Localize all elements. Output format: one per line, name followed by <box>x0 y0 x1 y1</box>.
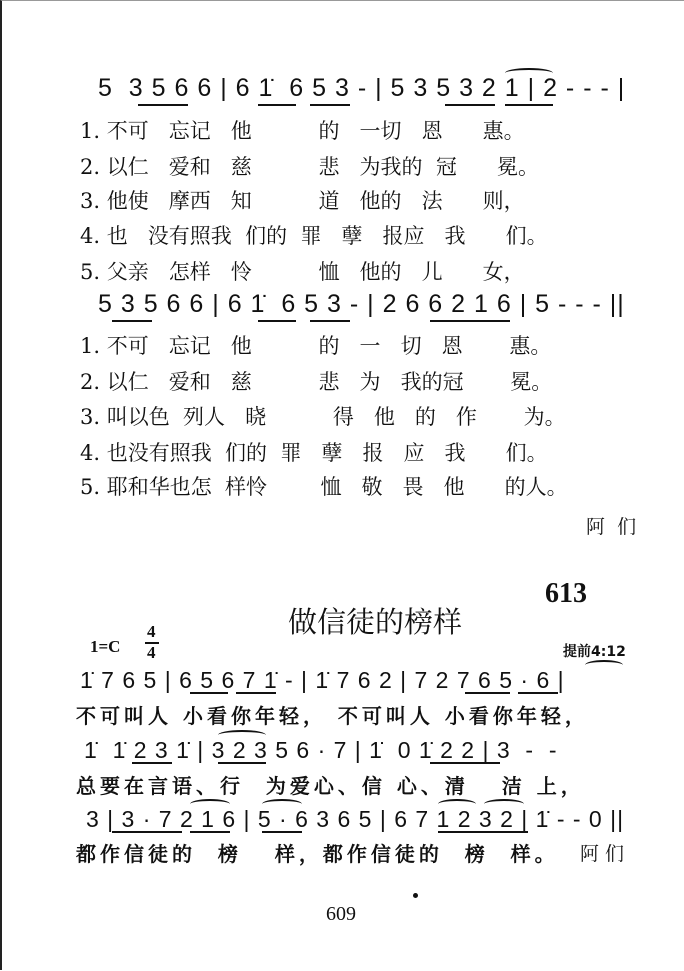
beam-line <box>310 104 350 106</box>
verse-a-1: 1. 不可 忘记 他 的 一切 恩 惠。 <box>80 119 525 143</box>
beam-line <box>258 320 296 322</box>
beam-line <box>438 831 528 833</box>
beam-line <box>112 320 152 322</box>
beam-line <box>236 692 276 694</box>
slur-mark <box>262 799 302 809</box>
hymn-title: 做信徒的榜样 <box>288 605 463 639</box>
beam-line <box>430 320 510 322</box>
beam-line <box>112 831 182 833</box>
beam-line <box>465 692 510 694</box>
hymn-lyric-3: 都作信徒的 榜 样，都作信徒的 榜 样。 <box>76 842 559 866</box>
ink-dot <box>413 893 418 898</box>
hymn-lyric-2: 总要在言语、行 为爱心、信 心、清 洁 上， <box>76 774 585 798</box>
slur-mark <box>585 660 623 670</box>
verse-a-4: 4. 也 没有照我 们的 罪 孽 报应 我 们。 <box>80 224 548 248</box>
key-signature: 1=C <box>90 637 121 656</box>
slur-mark <box>505 68 553 78</box>
notation-line-2: 5 3 5 6 6 | 6 1̇ 6 5 3 - | 2 6 6 2 1 6 | 5 - - - || <box>98 290 625 318</box>
notation-line-1: 5 3 5 6 6 | 6 1̇ 6 5 3 - | 5 3 5 3 2 1 | 2 - - - | <box>98 74 626 102</box>
hymn-notation-3: 3 | 3 · 7 2 1 6 | 5 · 6 3 6 5 | 6 7 1 2 3 2 | 1̇ - - 0 || <box>86 806 625 832</box>
slur-mark <box>190 799 230 809</box>
scripture-reference: 提前4:12 <box>563 644 626 660</box>
hymn-lyric-1: 不可叫人 小看你年轻， 不可叫人 小看你年轻， <box>76 704 589 728</box>
beam-line <box>138 104 188 106</box>
verse-b-3: 3. 叫以色 列人 晓 得 他 的 作 为。 <box>80 405 566 429</box>
slur-mark <box>438 799 476 809</box>
beam-line <box>505 104 553 106</box>
verse-b-4: 4. 也没有照我 们的 罪 孽 报 应 我 们。 <box>80 441 548 465</box>
beam-line <box>262 831 302 833</box>
beam-line <box>132 762 172 764</box>
verse-b-1: 1. 不可 忘记 他 的 一 切 恩 惠。 <box>80 334 552 358</box>
verse-b-5: 5. 耶和华也怎 样怜 恤 敬 畏 他 的人。 <box>80 475 568 499</box>
verse-a-3: 3. 他使 摩西 知 道 他的 法 则， <box>80 189 525 213</box>
beam-line <box>445 104 495 106</box>
beam-line <box>218 762 266 764</box>
beam-line <box>430 762 500 764</box>
slur-mark <box>218 730 266 740</box>
beam-line <box>190 831 230 833</box>
amen-top: 阿 们 <box>586 516 637 538</box>
hymn-notation-1: 1̇ 7 6 5 | 6 5 6 7 1̇ - | 1̇ 7 6 2 | 7 2 7 6 5 · 6 | <box>80 667 565 693</box>
verse-a-5: 5. 父亲 怎样 怜 恤 他的 儿 女， <box>80 260 525 284</box>
page-number: 609 <box>326 903 356 925</box>
verse-a-2: 2. 以仁 爱和 慈 悲 为我的 冠 冕。 <box>80 155 539 179</box>
time-numerator: 4 <box>147 622 156 641</box>
hymn-number: 613 <box>545 578 587 609</box>
beam-line <box>190 692 228 694</box>
hymn-notation-2: 1̇ 1̇ 2 3 1̇ | 3 2 3 5 6 · 7 | 1̇ 0 1̇ 2 2 | 3 - - <box>84 737 565 763</box>
beam-line <box>518 692 558 694</box>
beam-line <box>258 104 296 106</box>
time-denominator: 4 <box>147 643 156 662</box>
amen-bottom: 阿 们 <box>580 843 625 865</box>
verse-b-2: 2. 以仁 爱和 慈 悲 为 我的冠 冕。 <box>80 370 553 394</box>
beam-line <box>310 320 350 322</box>
slur-mark <box>484 799 524 809</box>
